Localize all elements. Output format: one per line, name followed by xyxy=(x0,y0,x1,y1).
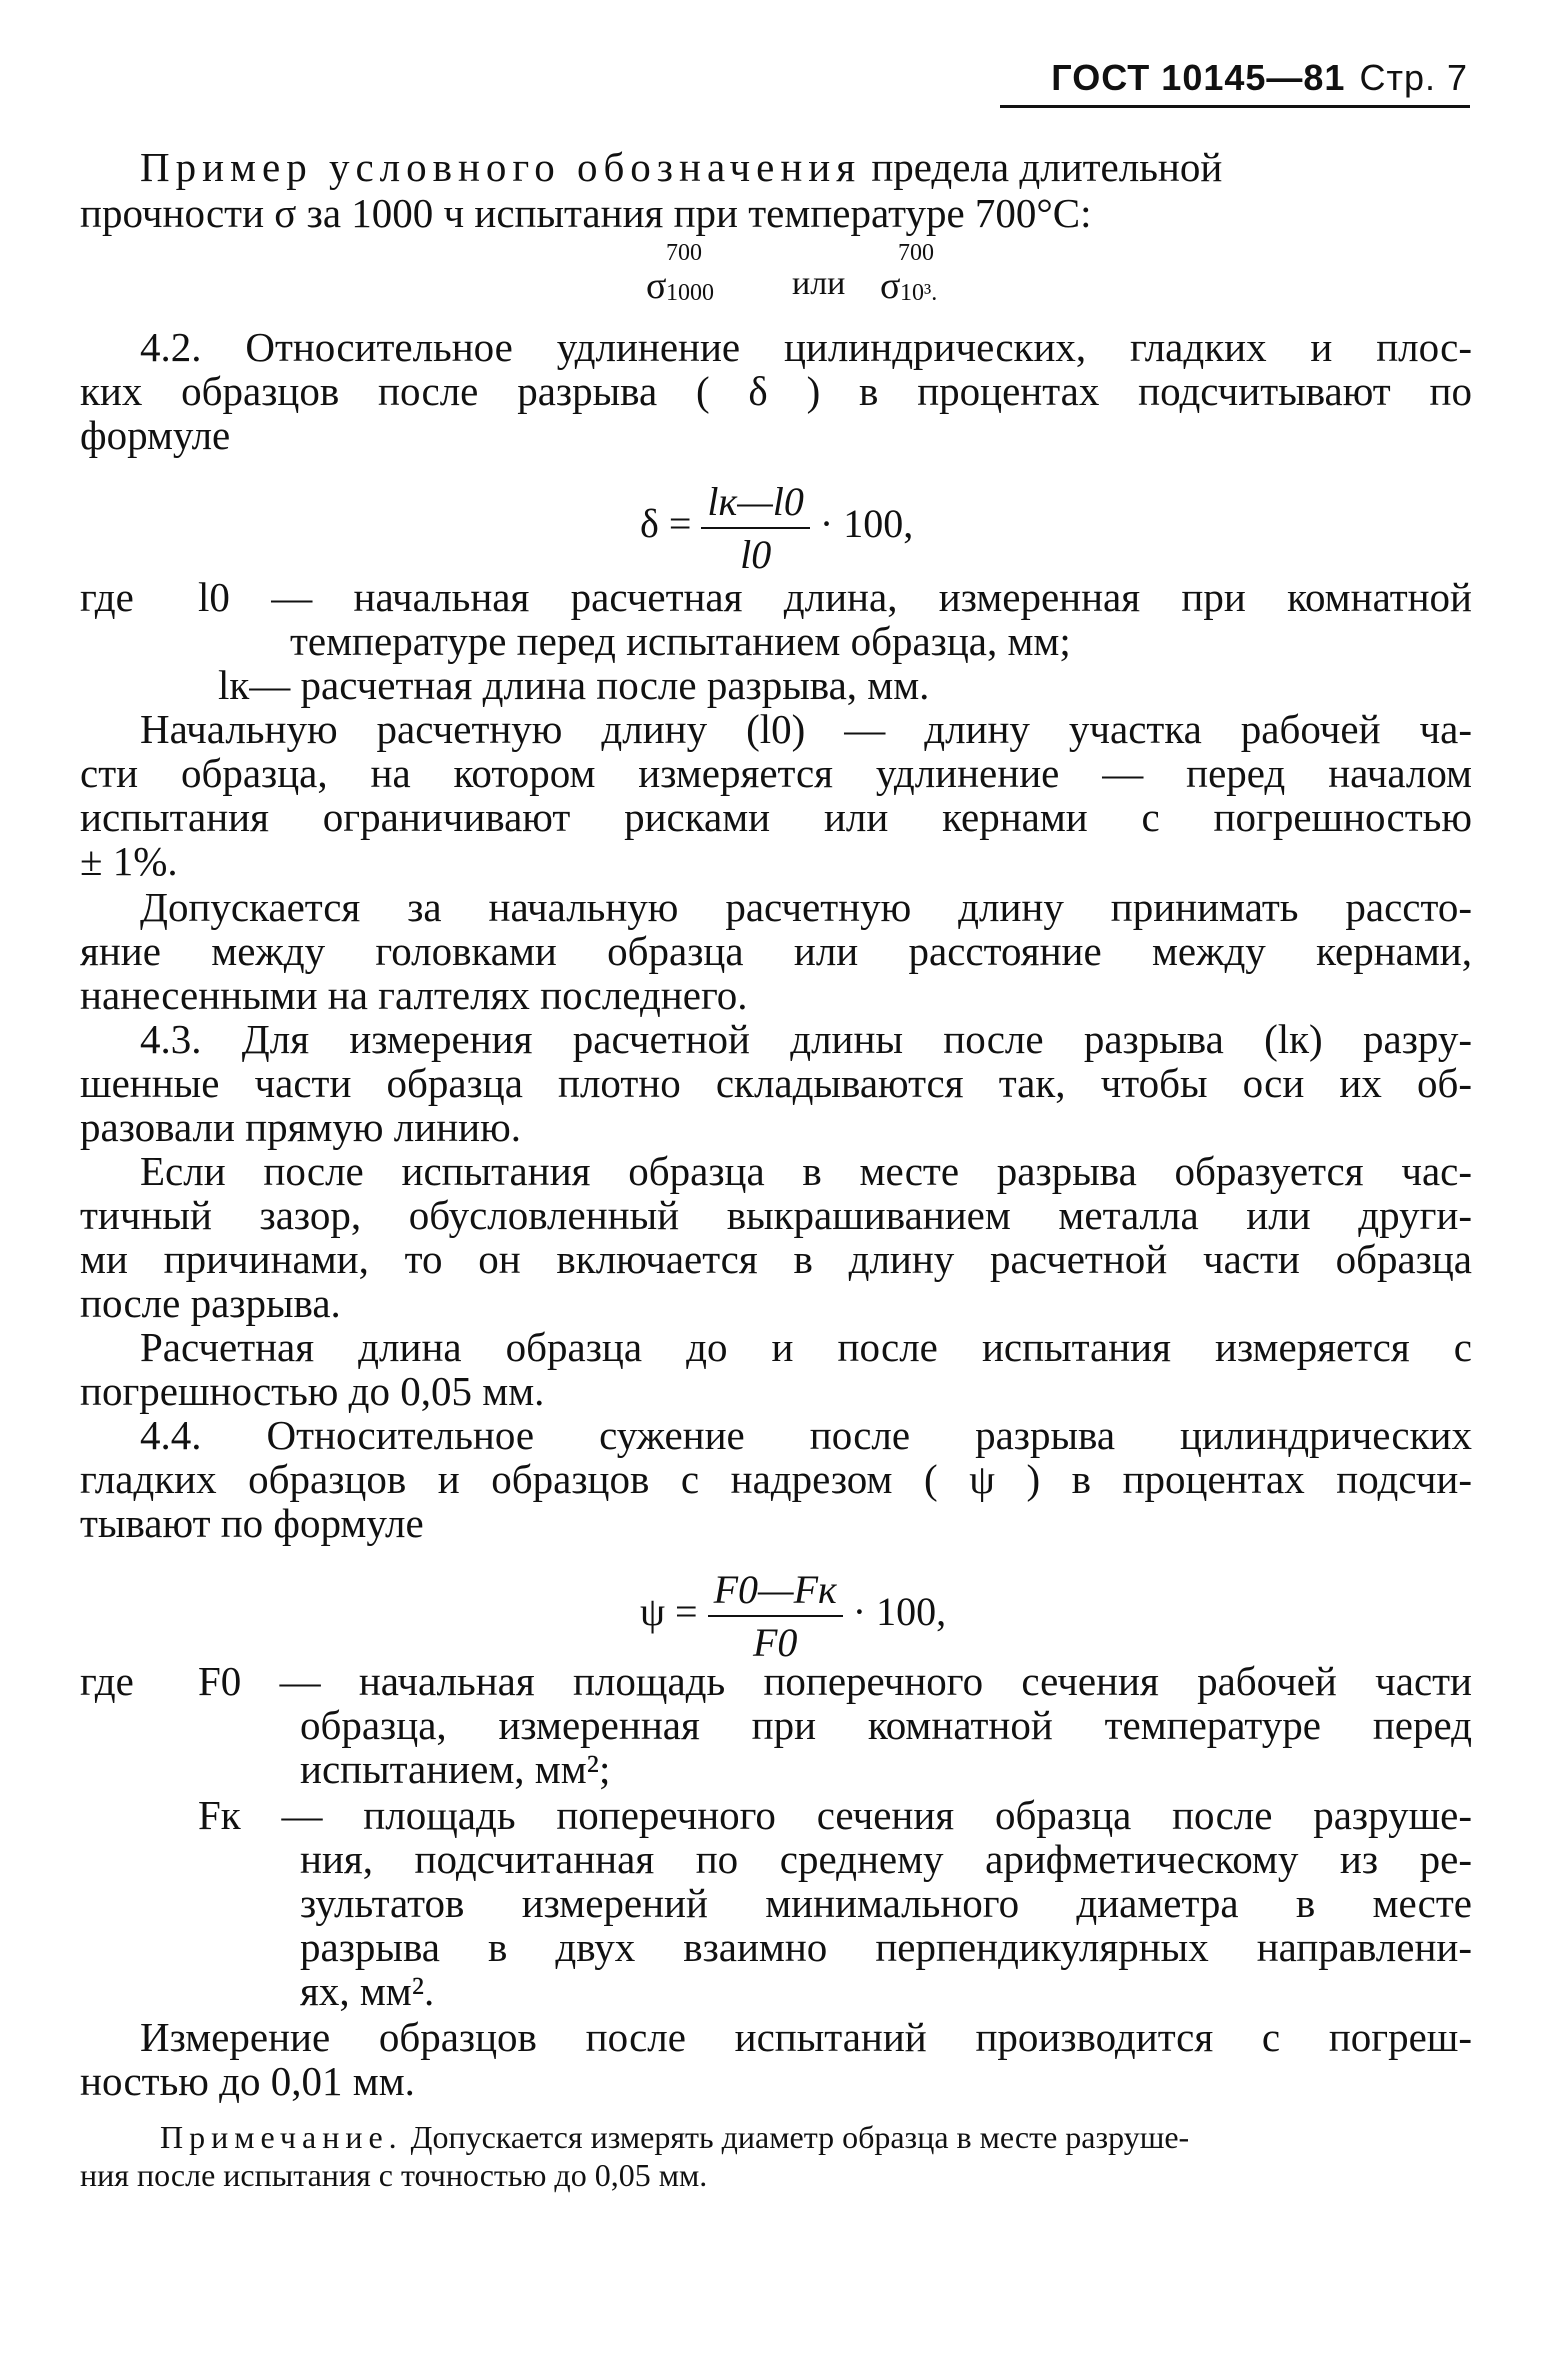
example-line-2: прочности σ за 1000 ч испытания при температуре 700°С: xyxy=(80,190,1092,236)
example-line-1: Пример условного обозначения предела длительной xyxy=(140,144,1223,190)
p43-para2-line-2: погрешностью до 0,05 мм. xyxy=(80,1368,545,1414)
p42-line-2: ких образцов после разрыва ( δ ) в процентах подсчитывают по xyxy=(80,368,1472,414)
p42-para1-line-4: ± 1%. xyxy=(80,838,178,884)
formula-psi: ψ = $\frac{F0—Fк}{F0}$ · 100, xyxy=(640,1567,947,1665)
def-fk-line-4: разрыва в двух взаимно перпендикулярных направлени- xyxy=(300,1924,1472,1970)
def-f0-line-1: F0 — начальная площадь поперечного сечения рабочей части xyxy=(198,1658,1472,1704)
where-label-1: где xyxy=(80,574,134,620)
p44-line-1: 4.4. Относительное сужение после разрыва цилиндрических xyxy=(140,1412,1472,1458)
formula-delta-numerator: lк—l0 xyxy=(701,478,810,529)
p43-para1-line-4: после разрыва. xyxy=(80,1280,341,1326)
formula-delta: δ = $\frac{lк—l0}{l0}$ · 100, xyxy=(640,479,914,577)
p43-line-2: шенные части образца плотно складываются так, чтобы оси их об- xyxy=(80,1060,1472,1106)
note-line-2: ния после испытания с точностью до 0,05 мм. xyxy=(80,2157,708,2193)
p43-para1-line-2: тичный зазор, обусловленный выкрашиванием металла или други- xyxy=(80,1192,1472,1238)
def-f0-line-3: испытанием, мм²; xyxy=(300,1746,611,1792)
p44-para1-line-2: ностью до 0,01 мм. xyxy=(80,2058,415,2104)
p42-line-3: формуле xyxy=(80,412,231,458)
p43-para1-line-1: Если после испытания образца в месте разрыва образуется час- xyxy=(140,1148,1472,1194)
p43-line-3: разовали прямую линию. xyxy=(80,1104,521,1150)
formula-psi-denominator: F0 xyxy=(752,1620,798,1665)
def-l0-line-1: l0 — начальная расчетная длина, измеренная при комнатной xyxy=(198,574,1472,620)
p42-para2-line-2: яние между головками образца или расстояние между кернами, xyxy=(80,928,1472,974)
def-lk: lк— расчетная длина после разрыва, мм. xyxy=(218,662,930,708)
or-word: или xyxy=(792,265,846,302)
p42-para1-line-1: Начальную расчетную длину (l0) — длину участка рабочей ча- xyxy=(140,706,1472,752)
def-f0-line-2: образца, измеренная при комнатной температуре перед xyxy=(300,1702,1472,1748)
p42-para1-line-3: испытания ограничивают рисками или кернами с погрешностью xyxy=(80,794,1472,840)
p43-para2-line-1: Расчетная длина образца до и после испытания измеряется с xyxy=(140,1324,1472,1370)
p42-line-1: 4.2. Относительное удлинение цилиндрических, гладких и плос- xyxy=(140,324,1472,370)
p44-para1-line-1: Измерение образцов после испытаний производится с погреш- xyxy=(140,2014,1472,2060)
formula-psi-numerator: F0—Fк xyxy=(708,1566,843,1617)
standard-number: ГОСТ 10145—81 xyxy=(1051,57,1346,98)
note-label: Примечание. xyxy=(160,2119,403,2155)
p42-para1-line-2: сти образца, на котором измеряется удлинение — перед началом xyxy=(80,750,1472,796)
def-fk-line-5: ях, мм². xyxy=(300,1968,435,2014)
p44-line-3: тывают по формуле xyxy=(80,1500,424,1546)
document-page: ГОСТ 10145—81 Стр. 7 Пример условного обозначения предела длительной прочности σ за 1000 ч испытания при температуре 700°С: 700 σ 1000 или 700 σ 10³. 4.2. Относительное удлинение цилиндрических, гладких и плос- ких образцов после разрыва ( δ ) в процентах подсчитывают по формуле δ = $\frac{lк—l0}{l0}$ · 100, где l0 — начальная расчетная длина, измеренная при комнатной температуре перед испытанием образца, мм; lк— расчетная длина после разрыва, мм. Начальную расчетную длину (l0) — длину участка рабочей ча- сти образца, на котором измеряется удлинение — перед началом испытания ограничивают рисками или кернами с погрешностью ± 1%. Допускается за начальную расчетную длину принимать рассто- яние между головками образца или расстояние между кернами, нанесенными на галтелях последнего. 4.3. Для измерения расчетной длины после разрыва (lк) разру- шенные части образца плотно складываются так, чтобы оси их об- разовали прямую линию. Если после испытания образца в месте разрыва образуется час- тичный зазор, обусловленный выкрашиванием металла или други- ми причинами, то он включается в длину расчетной части образца после разрыва. Расчетная длина образца до и после испытания измеряется с погрешностью до 0,05 мм. 4.4. Относительное сужение после разрыва цилиндрических гладких образцов и образцов с надрезом ( ψ ) в процентах подсчи- тывают по формуле ψ = $\frac{F0—Fк}{F0}$ · 100, где F0 — начальная площадь поперечного сечения рабочей части образца, измеренная при комнатной температуре перед испытанием, мм²; Fк — площадь поперечного сечения образца после разруше- ния, подсчитанная по среднему арифметическому из ре- зультатов измерений минимального диаметра в месте разрыва в двух взаимно перпендикулярных направлени- ях, мм². Измерение образцов после испытаний производится с погреш- ностью до 0,01 мм. Примечание. Допускается измерять диаметр образца в месте разруше- ния после испытания с точностью до 0,05 мм. xyxy=(0,0,1552,2376)
p42-para2-line-1: Допускается за начальную расчетную длину принимать рассто- xyxy=(140,884,1472,930)
p44-line-2: гладких образцов и образцов с надрезом ( ψ ) в процентах подсчи- xyxy=(80,1456,1472,1502)
page-header xyxy=(1000,48,1470,108)
def-fk-line-1: Fк — площадь поперечного сечения образца после разруше- xyxy=(198,1792,1472,1838)
note-line-1: Примечание. Допускается измерять диаметр образца в месте разруше- xyxy=(160,2119,1190,2155)
p42-para2-line-3: нанесенными на галтелях последнего. xyxy=(80,972,748,1018)
formula-delta-denominator: l0 xyxy=(740,532,772,577)
p43-line-1: 4.3. Для измерения расчетной длины после разрыва (lк) разру- xyxy=(140,1016,1472,1062)
def-fk-line-3: зультатов измерений минимального диаметра в месте xyxy=(300,1880,1472,1926)
def-fk-line-2: ния, подсчитанная по среднему арифметическому из ре- xyxy=(300,1836,1472,1882)
page-number: Стр. 7 xyxy=(1359,57,1468,98)
where-label-2: где xyxy=(80,1658,134,1704)
p43-para1-line-3: ми причинами, то он включается в длину расчетной части образца xyxy=(80,1236,1472,1282)
def-l0-line-2: температуре перед испытанием образца, мм; xyxy=(290,618,1071,664)
